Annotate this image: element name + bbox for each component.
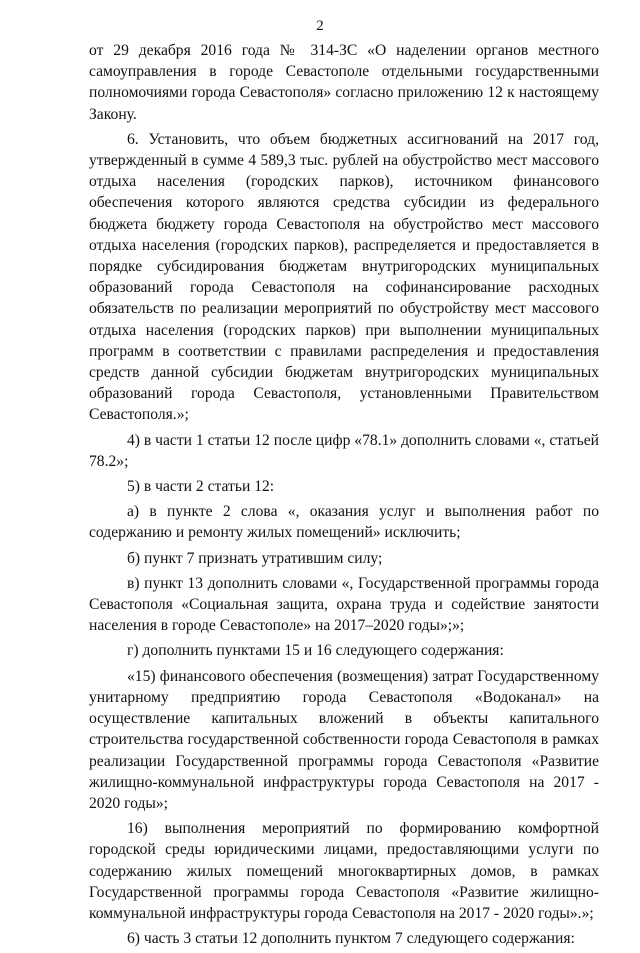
paragraph-law-reference: от 29 декабря 2016 года № 314-ЗС «О наделении органов местного самоуправления в городе Севастополе отдельными государственными полномочиями города Севастополя» согласно приложению 12 к настоящему Закону. (89, 42, 599, 123)
document-body (89, 40, 599, 953)
paragraph-amendment-6: 6) часть 3 статьи 12 дополнить пунктом 7 следующего содержания: (127, 930, 575, 948)
paragraph-subitem-v: в) пункт 13 дополнить словами «, Государственной программы города Севастополя «Социальная защита, охрана труда и содействие занятости населения в городе Севастополе» на 2017–2020 годы»;»; (89, 574, 599, 635)
paragraph-amendment-4: 4) в части 1 статьи 12 после цифр «78.1» дополнить словами «, статьей 78.2»; (89, 431, 599, 470)
paragraph-subitem-a: а) в пункте 2 слова «, оказания услуг и выполнения работ по содержанию и ремонту жилых помещений» исключить; (89, 503, 599, 542)
paragraph-point-15: «15) финансового обеспечения (возмещения) затрат Государственному унитарному предприятию города Севастополя «Водоканал» на осуществление капитальных вложений в объекты капитального строительства государственной собственности города Севастополя в рамках реализации Государственной программы города Севастополя «Развитие жилищно-коммунальной инфраструктуры города Севастополя на 2017 - 2020 годы»; (89, 667, 599, 812)
paragraph-point-16: 16) выполнения мероприятий по формированию комфортной городской среды юридическими лицами, предоставляющими услуги по содержанию жилых помещений многоквартирных домов, в рамках Государственной программы города Севастополя «Развитие жилищно-коммунальной инфраструктуры города Севастополя на 2017 - 2020 годы».»; (89, 820, 599, 922)
page-number: 2 (316, 18, 324, 34)
paragraph-subitem-g: г) дополнить пунктами 15 и 16 следующего содержания: (127, 642, 504, 660)
paragraph-amendment-5: 5) в части 2 статьи 12: (127, 478, 275, 496)
paragraph-item-6: 6. Установить, что объем бюджетных ассигнований на 2017 год, утвержденный в сумме 4 589,3 тыс. рублей на обустройство мест массового отдыха населения (городских парков), источником финансового обеспечения которого являются средства субсидии из федерального бюджета бюджету города Севастополя на обустройство мест массового отдыха населения (городских парков), распределяется и предоставляется в порядке субсидирования бюджетам внутригородских муниципальных образований города Севастополя на софинансирование расходных обязательств по реализации мероприятий по обустройству мест массового отдыха населения (городских парков) при выполнении муниципальных программ в соответствии с правилами распределения и предоставления средств данной субсидии бюджетам внутригородских муниципальных образований города Севастополя, установленными Правительством Севастополя.»; (89, 130, 599, 424)
paragraph-subitem-b: б) пункт 7 признать утратившим силу; (127, 549, 383, 567)
